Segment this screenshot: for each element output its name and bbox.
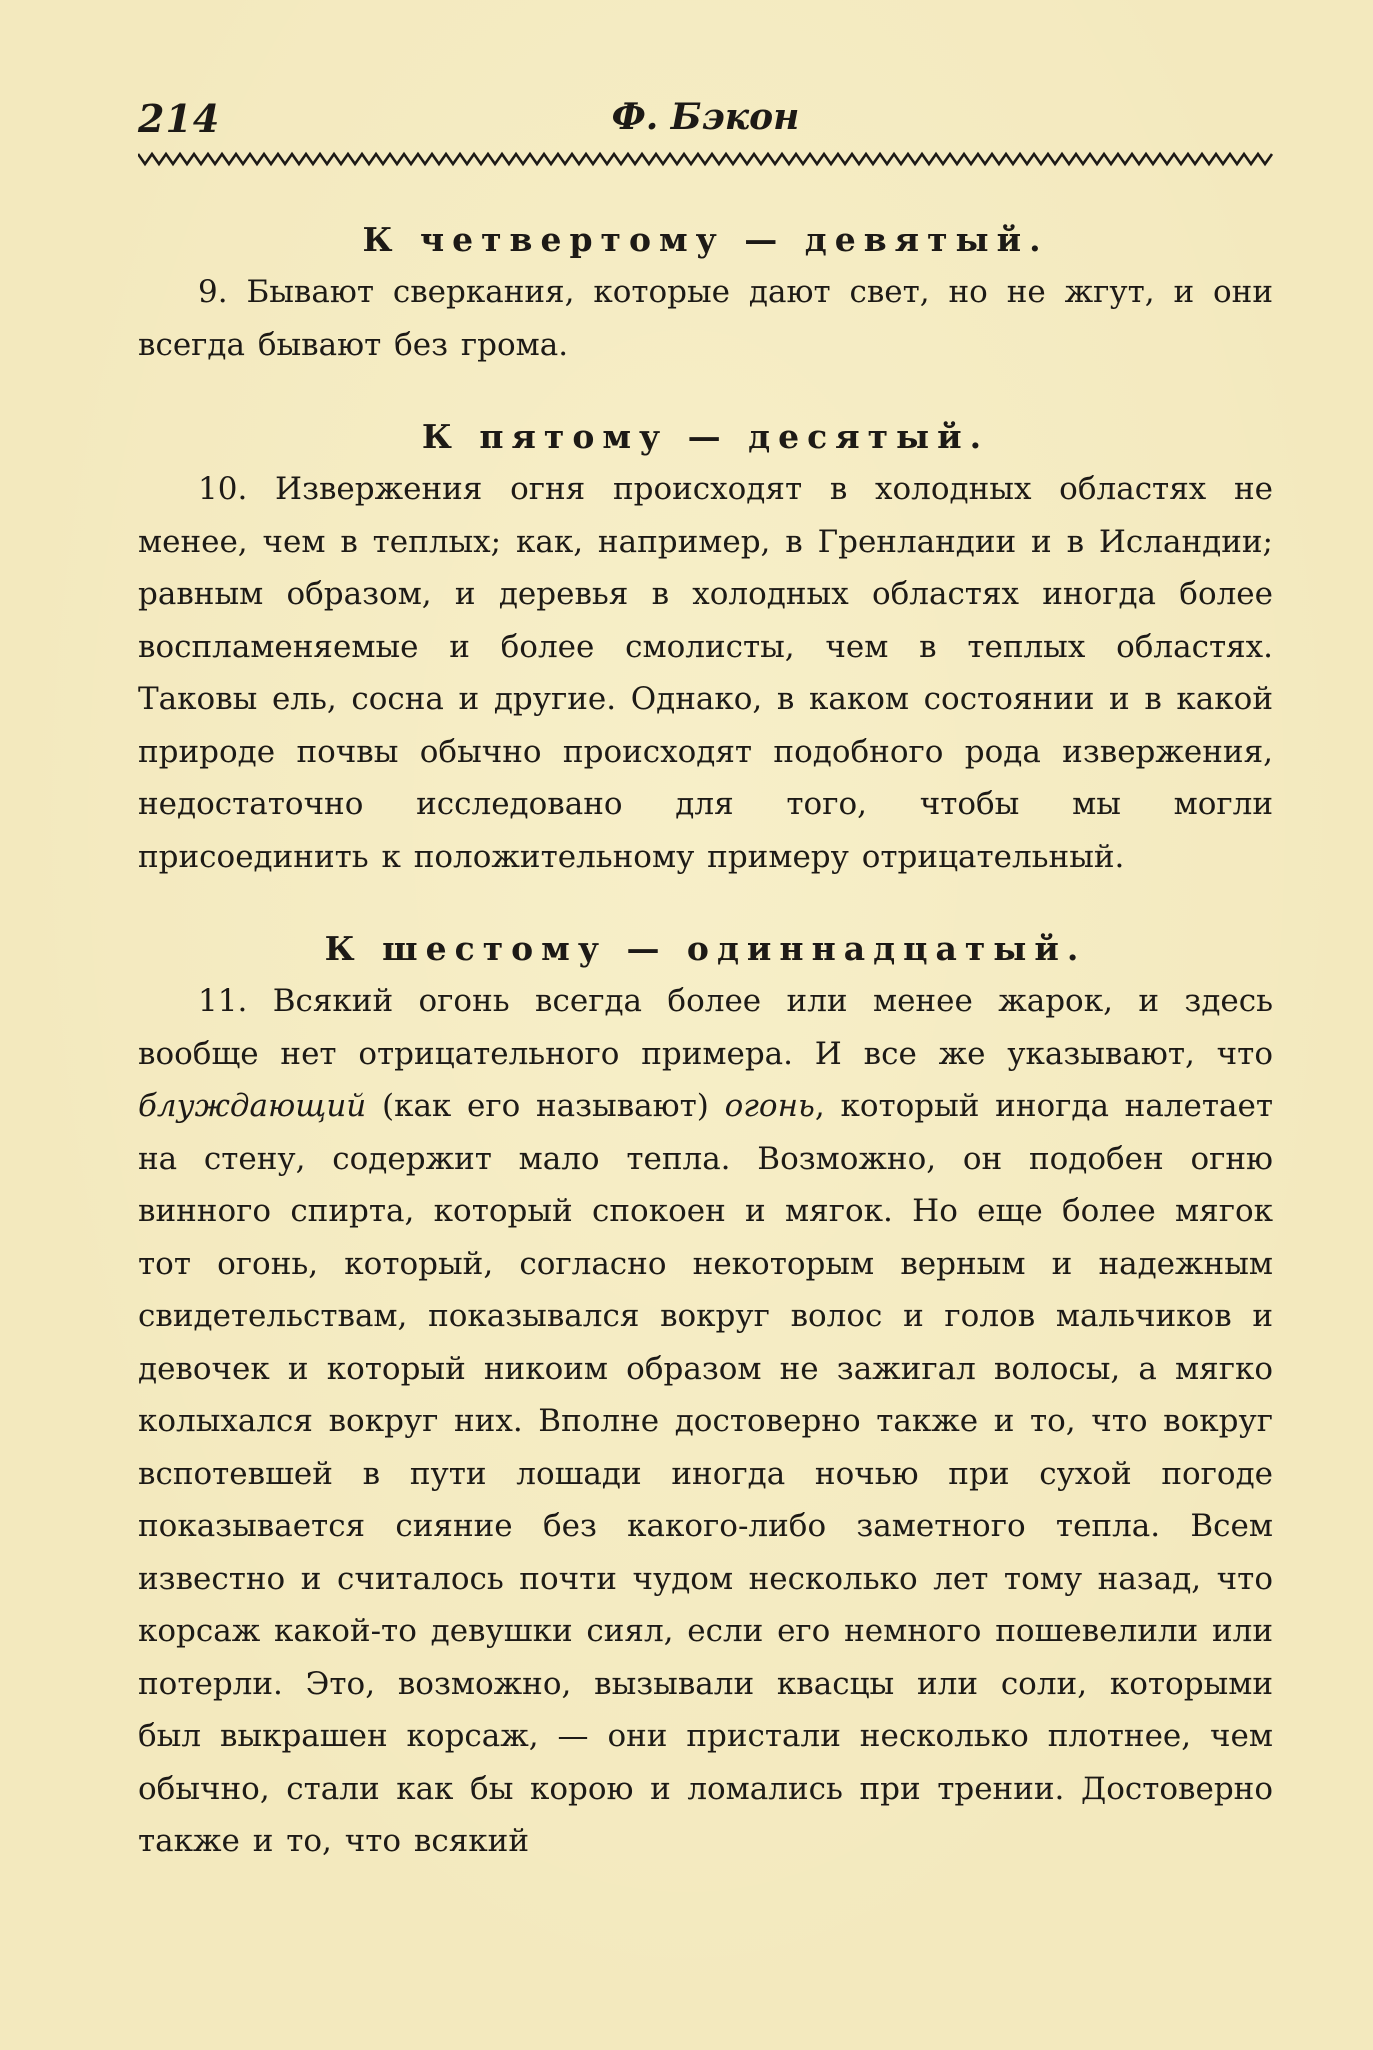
- section-title-eleventh: К шестому — одиннадцатый.: [324, 929, 1087, 968]
- paragraph-ninth: 9. Бывают сверкания, которые дают свет, но не жгут, и они всегда бывают без грома.: [138, 274, 1273, 363]
- paragraph-eleventh-text-1: 11. Всякий огонь всегда более или менее жарок, и здесь вообще нет отрицательного примера. И все же указывают, что: [138, 983, 1273, 1072]
- italic-term-fire: огонь: [724, 1088, 815, 1124]
- paragraph-eleventh: [138, 975, 1273, 1868]
- page-number: 214: [138, 96, 221, 141]
- paragraph-eleventh-text-3: , который иногда налетает на стену, содержит мало тепла. Возможно, он подобен огню винного спирта, который спокоен и мягок. Но еще более мягок тот огонь, который, согласно некоторым верным и надежным свидетельствам, показывался вокруг волос и голов мальчиков и девочек и который никоим образом не зажигал волосы, а мягко колыхался вокруг них. Вполне достоверно также и то, что вокруг вспотевшей в пути лошади иногда ночью при сухой погоде показывается сияние без какого-либо заметного тепла. Всем известно и считалось почти чудом несколько лет тому назад, что корсаж какой-то девушки сиял, если его немного пошевелили или потерли. Это, возможно, вызывали квасцы или соли, которыми был выкрашен корсаж, — они пристали несколько плотнее, чем обычно, стали как бы корою и ломались при трении. Достоверно также и то, что всякий: [138, 1088, 1273, 1859]
- page-content: [138, 214, 1273, 1868]
- italic-term-wandering: блуждающий: [138, 1088, 367, 1124]
- section-title-tenth: К пятому — десятый.: [421, 417, 990, 456]
- section-spacer: [138, 371, 1273, 411]
- decorative-zigzag-rule: [138, 151, 1273, 167]
- running-head: Ф. Бэкон: [611, 96, 800, 138]
- page-header: [138, 96, 1273, 156]
- section-spacer: [138, 883, 1273, 923]
- paragraph-tenth: 10. Извержения огня происходят в холодных областях не менее, чем в теплых; как, например, в Гренландии и в Исландии; равным образом, и деревья в холодных областях иногда более воспламеняемые и более смолисты, чем в теплых областях. Таковы ель, сосна и другие. Однако, в каком состоянии и в какой природе почвы обычно происходят подобного рода извержения, недостаточно исследовано для того, чтобы мы могли присоединить к положительному примеру отрицательный.: [138, 471, 1273, 875]
- section-title-ninth: К четвертому — девятый.: [362, 220, 1049, 259]
- paragraph-eleventh-text-2: (как его называют): [366, 1088, 725, 1124]
